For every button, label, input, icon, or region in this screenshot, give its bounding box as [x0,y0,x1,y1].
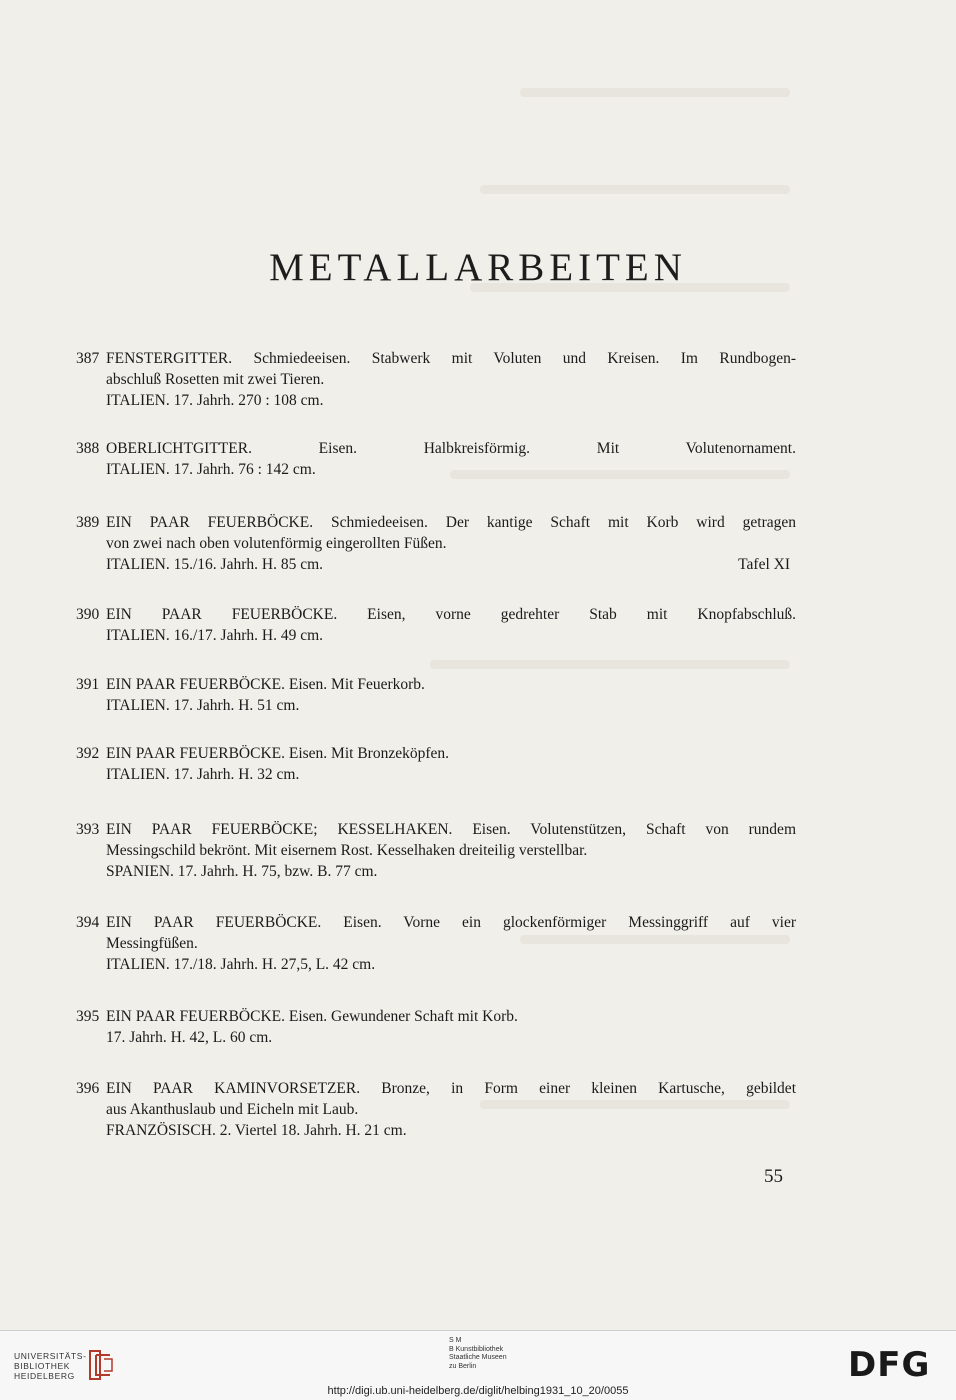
university-library-name: UNIVERSITÄTS- BIBLIOTHEK HEIDELBERG [14,1351,87,1381]
entry-description: EIN PAAR FEUERBÖCKE. Eisen, vorne gedrehter Stab mit Knopfabschluß. [106,606,796,623]
entry-provenance: ITALIEN. 17. Jahrh. H. 51 cm. [106,697,300,714]
entry-number: 390 [76,606,100,623]
source-url-link[interactable]: http://digi.ub.uni-heidelberg.de/diglit/helbing1931_10_20/0055 [327,1385,629,1397]
footer-bar [0,1330,956,1400]
entry-number: 393 [76,821,100,838]
page-title: METALLARBEITEN [269,246,687,289]
entry-description: EIN PAAR FEUERBÖCKE; KESSELHAKEN. Eisen. Volutenstützen, Schaft von rundem [106,821,796,838]
entry-description: Messingschild bekrönt. Mit eisernem Rost. Kesselhaken dreiteilig verstellbar. [106,842,588,859]
entry-number: 388 [76,440,100,457]
entry-description: von zwei nach oben volutenförmig eingerollten Füßen. [106,535,447,552]
bleed-through-text [520,88,790,97]
bleed-through-text [430,660,790,669]
entry-provenance: ITALIEN. 17. Jahrh. 76 : 142 cm. [106,461,316,478]
entry-provenance: FRANZÖSISCH. 2. Viertel 18. Jahrh. H. 21 cm. [106,1122,407,1139]
entry-description: aus Akanthuslaub und Eicheln mit Laub. [106,1101,359,1118]
catalogue-entry [76,674,796,716]
plate-reference: Tafel XI [738,556,790,573]
entry-number: 387 [76,350,100,367]
entry-number: 395 [76,1008,100,1025]
entry-number: 391 [76,676,100,693]
entry-provenance: ITALIEN. 17. Jahrh. H. 32 cm. [106,766,300,783]
entry-provenance: ITALIEN. 16./17. Jahrh. H. 49 cm. [106,627,324,644]
catalogue-entry [76,912,796,975]
entry-description: EIN PAAR KAMINVORSETZER. Bronze, in Form einer kleinen Kartusche, gebildet [106,1080,796,1097]
entry-description: EIN PAAR FEUERBÖCKE. Schmiedeeisen. Der kantige Schaft mit Korb wird getragen [106,514,796,531]
catalogue-entry [76,438,796,480]
catalogue-entry [76,348,796,411]
entry-description: EIN PAAR FEUERBÖCKE. Eisen. Mit Bronzeköpfen. [106,745,449,762]
entry-number: 392 [76,745,100,762]
entry-number: 396 [76,1080,100,1097]
page-number: 55 [764,1166,783,1187]
catalogue-entry [76,512,796,575]
entry-provenance: 17. Jahrh. H. 42, L. 60 cm. [106,1029,273,1046]
entry-description: EIN PAAR FEUERBÖCKE. Eisen. Vorne ein glockenförmiger Messinggriff auf vier [106,914,796,931]
catalogue-entry [76,743,796,785]
university-logo-icon [86,1347,116,1383]
entry-description: abschluß Rosetten mit zwei Tieren. [106,371,325,388]
bleed-through-text [480,185,790,194]
entry-description: Messingfüßen. [106,935,198,952]
smb-kunstbibliothek-logo: S M B Kunstbibliothek Staatliche Museen zu Berlin [449,1337,507,1370]
catalogue-entry [76,1006,796,1048]
dfg-logo: DFG [848,1345,931,1385]
entry-provenance: ITALIEN. 17. Jahrh. 270 : 108 cm. [106,392,324,409]
entry-description: FENSTERGITTER. Schmiedeeisen. Stabwerk mit Voluten und Kreisen. Im Rundbogen- [106,350,796,367]
entry-description: EIN PAAR FEUERBÖCKE. Eisen. Gewundener Schaft mit Korb. [106,1008,518,1025]
entry-number: 394 [76,914,100,931]
entry-number: 389 [76,514,100,531]
catalogue-entry [76,604,796,646]
entry-description: OBERLICHTGITTER. Eisen. Halbkreisförmig. Mit Volutenornament. [106,440,796,457]
entry-provenance: ITALIEN. 15./16. Jahrh. H. 85 cm. [106,556,324,573]
entry-description: EIN PAAR FEUERBÖCKE. Eisen. Mit Feuerkorb. [106,676,425,693]
entry-provenance: ITALIEN. 17./18. Jahrh. H. 27,5, L. 42 cm. [106,956,376,973]
entry-provenance: SPANIEN. 17. Jahrh. H. 75, bzw. B. 77 cm. [106,863,378,880]
catalogue-entry [76,1078,796,1141]
catalogue-entry [76,819,796,882]
